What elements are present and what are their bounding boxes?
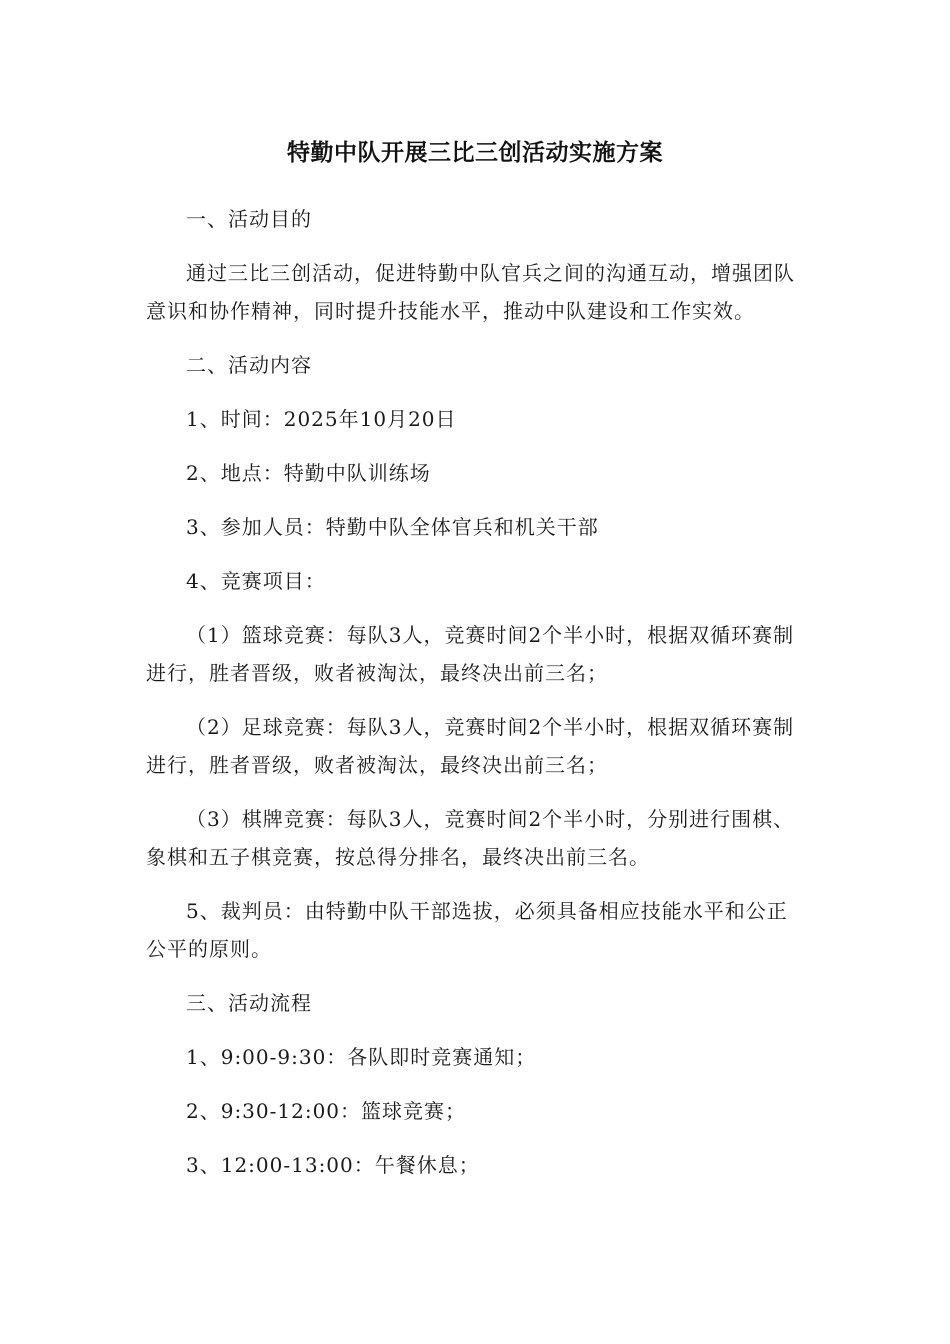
- event-chess: （3）棋牌竞赛：每队3人，竞赛时间2个半小时，分别进行围棋、象棋和五子棋竞赛，按总得分排名，最终决出前三名。: [146, 807, 795, 869]
- section-heading-purpose: 一、活动目的: [186, 207, 312, 231]
- process-step-1: 1、9:00-9:30：各队即时竞赛通知；: [186, 1045, 537, 1069]
- list-item-location: 2、地点：特勤中队训练场: [186, 461, 431, 485]
- process-step-3: 3、12:00-13:00：午餐休息；: [186, 1153, 480, 1177]
- event-basketball: （1）篮球竞赛：每队3人，竞赛时间2个半小时，根据双循环赛制进行，胜者晋级，败者被淘汰，最终决出前三名；: [146, 623, 795, 685]
- section-heading-process: 三、活动流程: [186, 991, 312, 1015]
- section-heading-content: 二、活动内容: [186, 353, 312, 377]
- document-title: 特勤中队开展三比三创活动实施方案: [287, 140, 663, 166]
- list-item-participants: 3、参加人员：特勤中队全体官兵和机关干部: [186, 515, 599, 539]
- list-item-referees: 5、裁判员：由特勤中队干部选拔，必须具备相应技能水平和公正公平的原则。: [146, 899, 788, 961]
- list-item-time: 1、时间：2025年10月20日: [186, 407, 457, 431]
- list-item-events: 4、竞赛项目：: [186, 569, 326, 593]
- document-body: [146, 200, 806, 1200]
- process-step-2: 2、9:30-12:00：篮球竞赛；: [186, 1099, 467, 1123]
- paragraph-purpose: 通过三比三创活动，促进特勤中队官兵之间的沟通互动，增强团队意识和协作精神，同时提升技能水平，推动中队建设和工作实效。: [146, 261, 795, 323]
- event-football: （2）足球竞赛：每队3人，竞赛时间2个半小时，根据双循环赛制进行，胜者晋级，败者被淘汰，最终决出前三名；: [146, 715, 795, 777]
